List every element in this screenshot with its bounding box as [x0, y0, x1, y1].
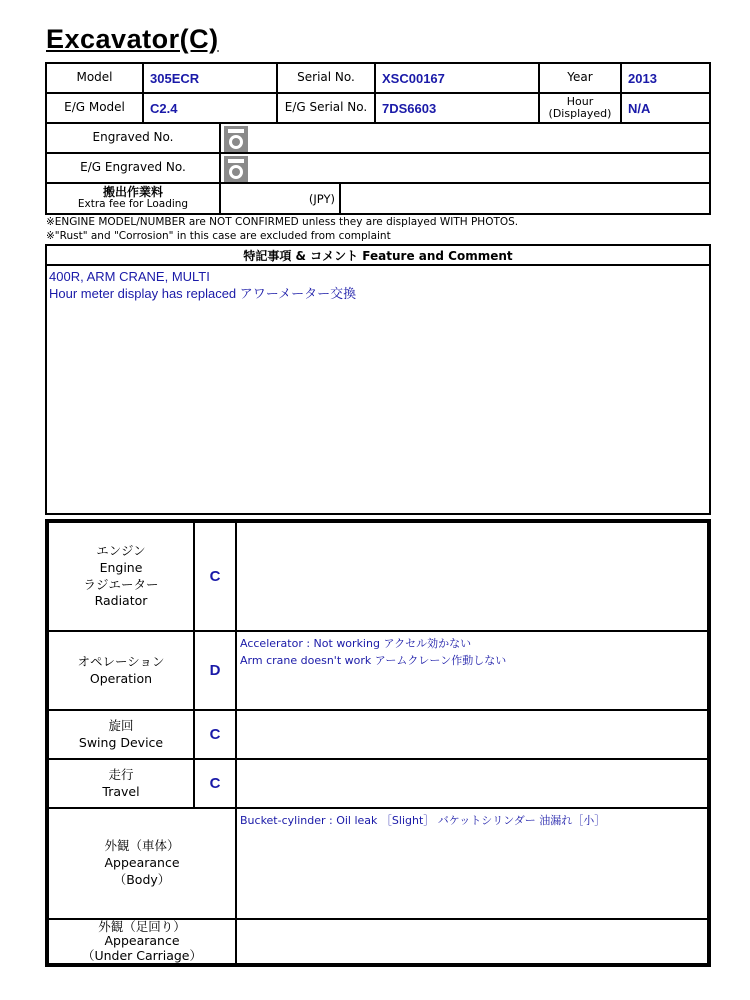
eval-comment-engine [235, 521, 709, 632]
eval-label-travel: 走行 Travel [47, 758, 195, 809]
note-engine-confirmation: ※ENGINE MODEL/NUMBER are NOT CONFIRMED unless they are displayed WITH PHOTOS. [46, 216, 519, 228]
eval-comment-travel [235, 758, 709, 809]
eg-serial-label: E/G Serial No. [276, 92, 376, 124]
model-value: 305ECR [142, 62, 278, 94]
eg-serial-value: 7DS6603 [374, 92, 540, 124]
feature-comment-header: 特記事項 & コメント Feature and Comment [47, 246, 709, 266]
eval-comment-appearance-body [235, 807, 709, 920]
eg-engraved-photo-cell [219, 152, 711, 184]
model-label: Model [45, 62, 144, 94]
loading-fee-amount [219, 182, 341, 215]
eg-model-label: E/G Model [45, 92, 144, 124]
eval-comment-operation [235, 630, 709, 711]
page-title: Excavator(C) [46, 24, 219, 54]
eval-label-operation: オペレーション Operation [47, 630, 195, 711]
comment-line: Accelerator : Not working アクセル効かない [240, 637, 472, 650]
eval-comment-swing [235, 709, 709, 760]
eval-label-appearance-body: 外観（車体） Appearance （Body） [47, 807, 237, 920]
eg-engraved-label: E/G Engraved No. [45, 152, 221, 184]
year-value: 2013 [620, 62, 711, 94]
eval-grade-travel: C [193, 758, 237, 809]
eval-label-swing: 旋回 Swing Device [47, 709, 195, 760]
eval-label-appearance-undercarriage: 外観（足回り） Appearance （Under Carriage） [47, 918, 237, 965]
engraved-photo-cell [219, 122, 711, 154]
hour-value: N/A [620, 92, 711, 124]
feature-line: 400R, ARM CRANE, MULTI [49, 269, 210, 284]
year-label: Year [538, 62, 622, 94]
note-rust-exclusion: ※"Rust" and "Corrosion" in this case are excluded from complaint [46, 230, 391, 242]
camera-icon[interactable] [224, 126, 248, 152]
loading-fee-remarks [339, 182, 711, 215]
serial-label: Serial No. [276, 62, 376, 94]
eval-grade-swing: C [193, 709, 237, 760]
eval-comment-appearance-undercarriage [235, 918, 709, 965]
eg-model-value: C2.4 [142, 92, 278, 124]
loading-fee-label: 搬出作業料 Extra fee for Loading [45, 182, 221, 215]
camera-icon[interactable] [224, 156, 248, 182]
comment-line: Bucket-cylinder : Oil leak ［Slight］ バケットシリンダー 油漏れ［小］ [240, 814, 606, 827]
currency-label: (JPY) [308, 192, 335, 206]
feature-comment-box [45, 244, 711, 515]
feature-comment-body [47, 266, 709, 306]
engraved-label: Engraved No. [45, 122, 221, 154]
serial-value: XSC00167 [374, 62, 540, 94]
eval-grade-operation: D [193, 630, 237, 711]
eval-label-engine: エンジン Engine ラジエーター Radiator [47, 521, 195, 632]
comment-line: Arm crane doesn't work アームクレーン作動しない [240, 653, 507, 667]
feature-line: Hour meter display has replaced アワーメーター交換 [49, 285, 357, 301]
hour-label: Hour (Displayed) [538, 92, 622, 124]
eval-grade-engine: C [193, 521, 237, 632]
